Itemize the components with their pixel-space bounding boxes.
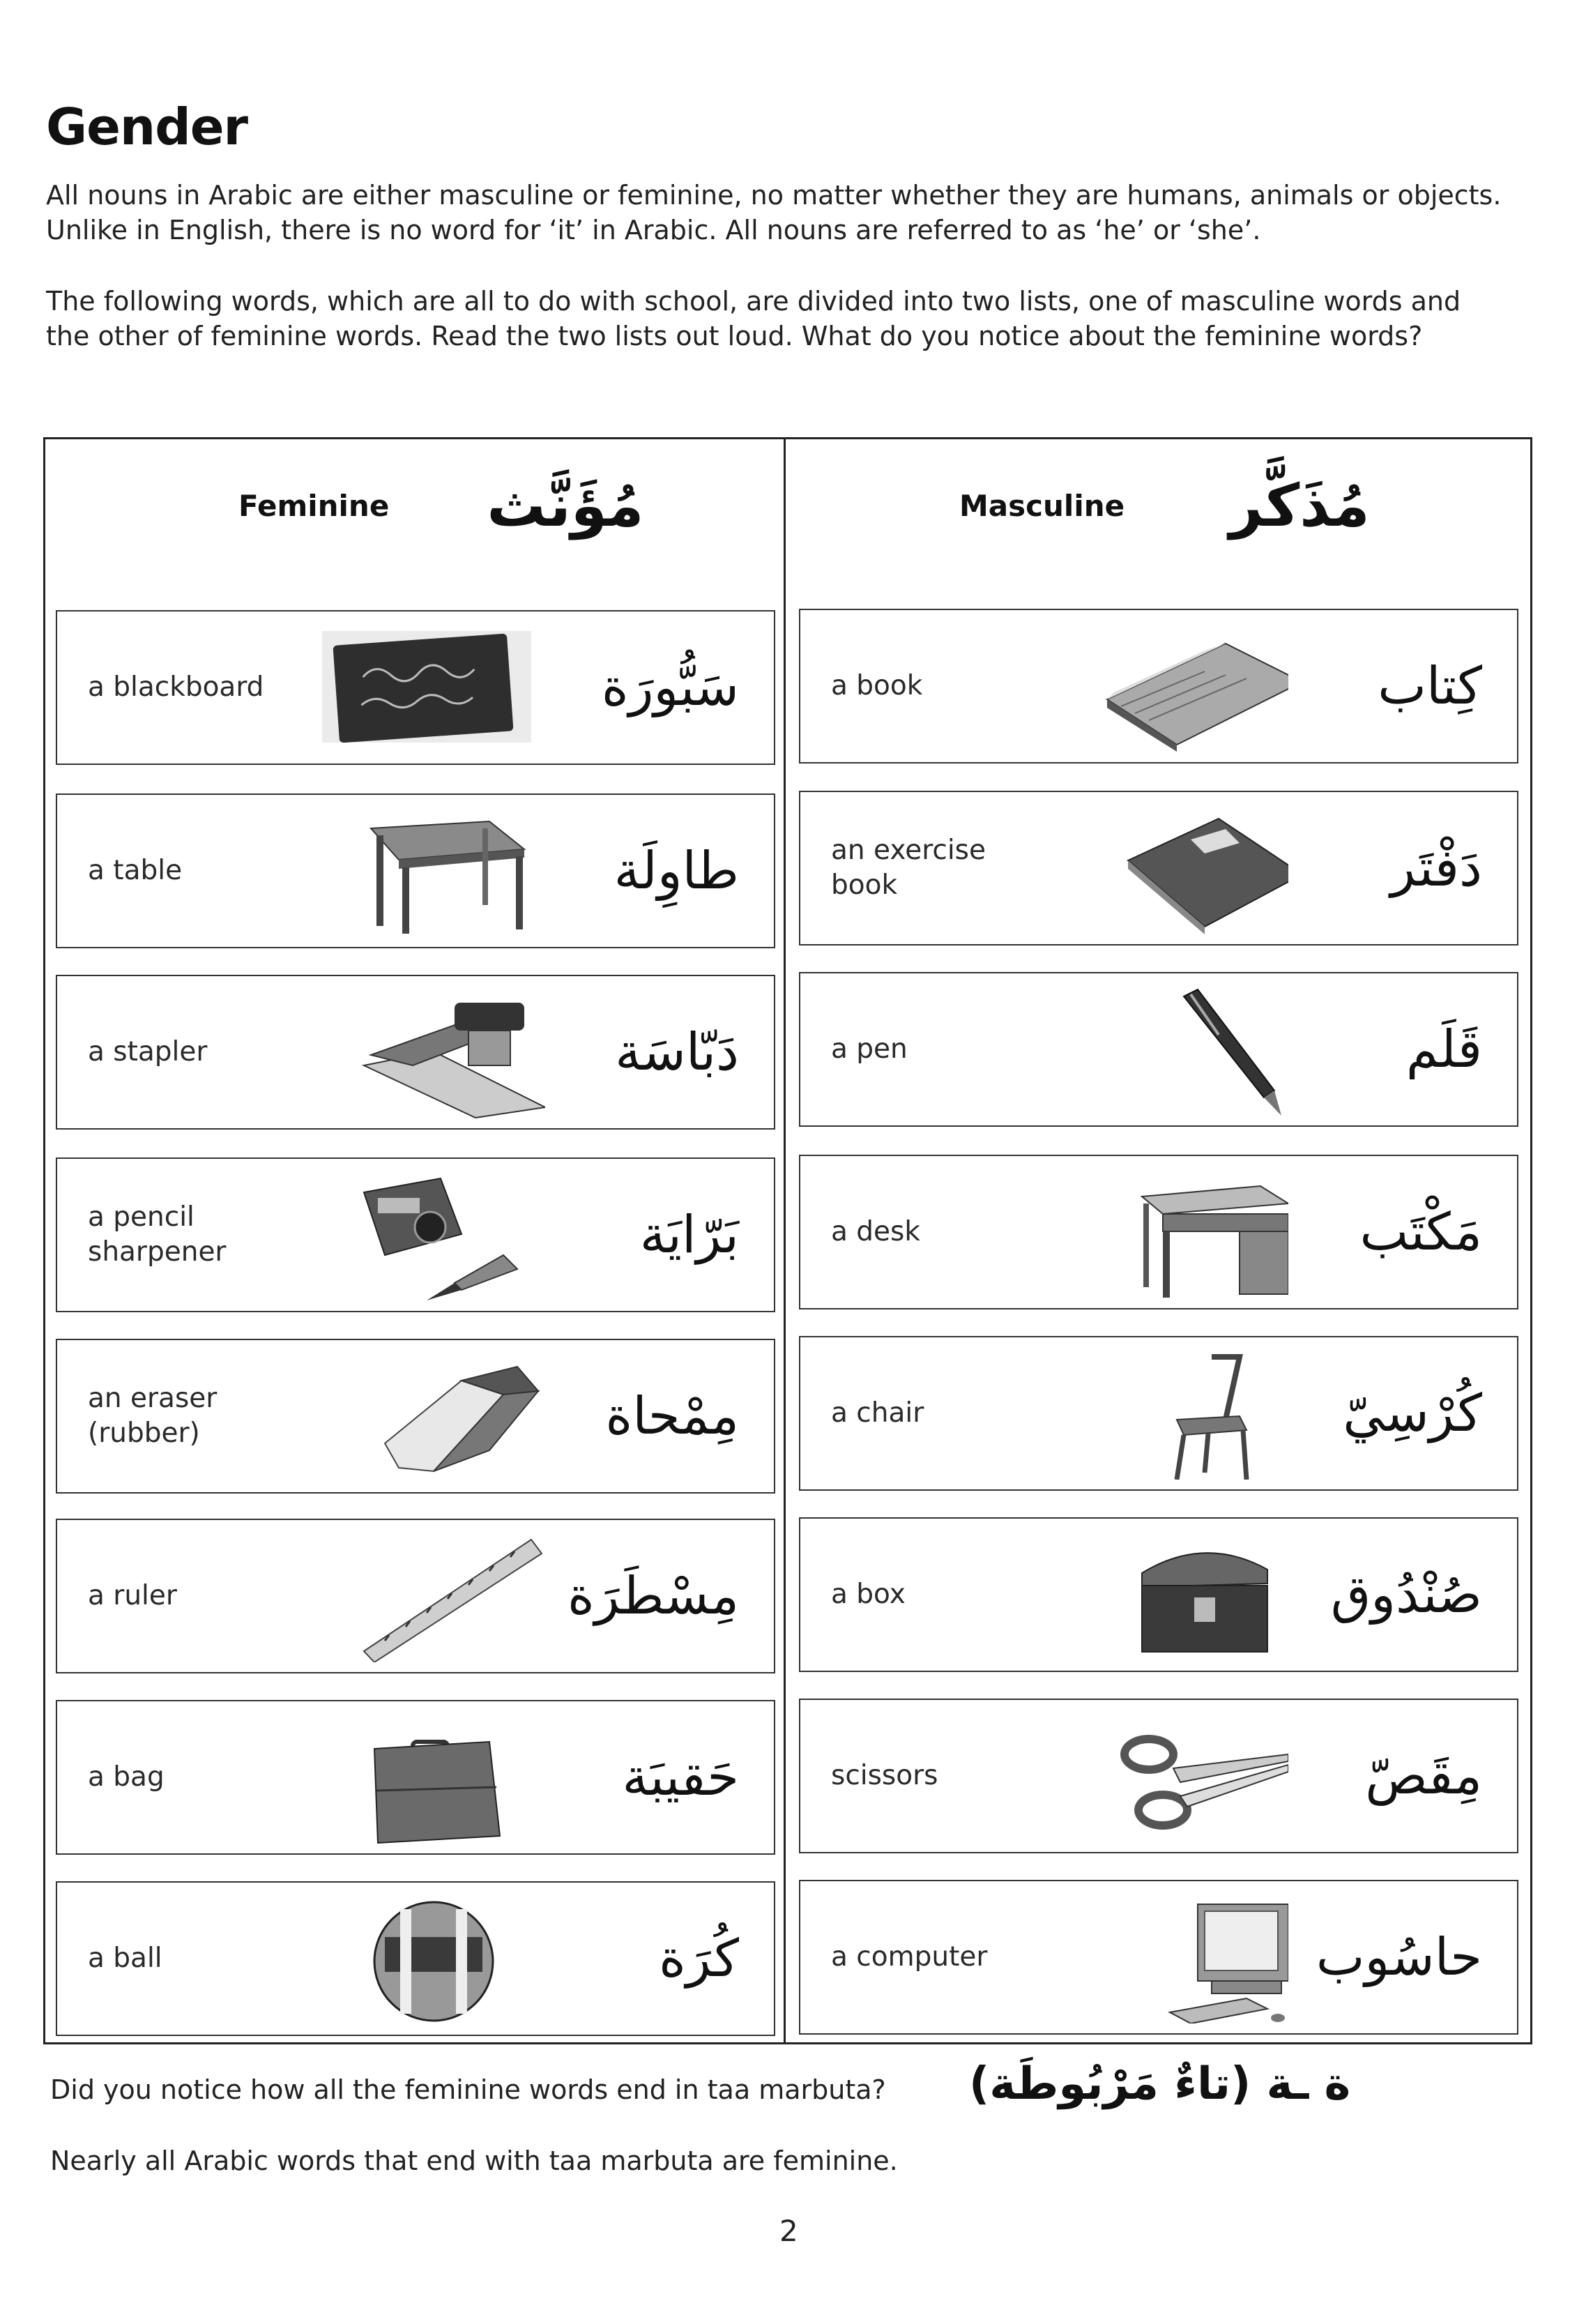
word-arabic: طاوِلَة xyxy=(613,841,739,901)
feminine-card-eraser xyxy=(56,1339,775,1494)
word-english: a table xyxy=(88,855,183,886)
word-english: a bag xyxy=(88,1761,165,1793)
feminine-card-ball xyxy=(56,1881,775,2036)
pencil-sharpener-icon xyxy=(294,1171,545,1301)
word-english: a ruler xyxy=(88,1580,177,1611)
pen-icon xyxy=(1037,986,1288,1116)
word-arabic: مِقَصّ xyxy=(1365,1746,1482,1806)
ball-icon xyxy=(294,1895,545,2025)
desk-icon xyxy=(1037,1169,1288,1298)
word-arabic: بَرّايَة xyxy=(639,1205,739,1265)
masculine-card-pen xyxy=(799,972,1518,1127)
word-english: an exercise book xyxy=(831,835,986,901)
masculine-heading: Masculine xyxy=(959,488,1125,523)
feminine-card-ruler xyxy=(56,1519,775,1673)
masculine-card-chair xyxy=(799,1336,1518,1491)
word-english: a book xyxy=(831,670,923,701)
word-arabic: قَلَم xyxy=(1405,1019,1482,1079)
masculine-header xyxy=(959,460,1370,551)
feminine-card-stapler xyxy=(56,975,775,1130)
masculine-card-box xyxy=(799,1517,1518,1672)
feminine-card-bag xyxy=(56,1700,775,1855)
taa-marbuta-arabic: ة ـة (تاءٌ مَرْبُوطَة) xyxy=(969,2058,1351,2110)
masculine-card-desk xyxy=(799,1155,1518,1309)
intro-paragraph-1: All nouns in Arabic are either masculine or feminine, no matter whether they are humans, animals or objects. Unlike in English, there is no word for ‘it’ in Arabic. All nouns are referred to as ‘he’ or ‘she’. xyxy=(46,180,1502,245)
word-arabic: دَفْتَر xyxy=(1390,838,1482,898)
book-icon xyxy=(1037,623,1288,752)
word-arabic: صُنْدُوق xyxy=(1330,1565,1482,1625)
word-english: a box xyxy=(831,1579,906,1610)
masculine-card-computer xyxy=(799,1880,1518,2035)
exercise-book-icon xyxy=(1037,805,1288,934)
word-english: a desk xyxy=(831,1216,920,1247)
word-arabic: كُرْسِيّ xyxy=(1343,1383,1482,1443)
masculine-heading-arabic: مُذَكَّر xyxy=(1229,471,1370,540)
feminine-card-blackboard xyxy=(56,610,775,765)
word-english: a blackboard xyxy=(88,671,264,703)
computer-icon xyxy=(1037,1894,1288,2023)
feminine-heading-arabic: مُؤَنَّث xyxy=(487,471,644,540)
page-title: Gender xyxy=(46,98,248,156)
column-divider xyxy=(784,437,786,2044)
eraser-icon xyxy=(294,1353,545,1482)
taa-marbuta-note: Nearly all Arabic words that end with taa marbuta are feminine. xyxy=(50,2145,898,2176)
chair-icon xyxy=(1037,1350,1288,1480)
ruler-icon xyxy=(294,1533,545,1662)
blackboard-icon xyxy=(294,624,545,754)
word-english: a pencil sharpener xyxy=(88,1201,227,1268)
masculine-card-book xyxy=(799,609,1518,764)
word-arabic: حَقيبَة xyxy=(622,1747,739,1807)
word-arabic: كُرَة xyxy=(659,1929,739,1989)
word-arabic: سَبُّورَة xyxy=(601,658,739,717)
feminine-card-pencil-sharpener xyxy=(56,1157,775,1312)
intro-paragraph-2: The following words, which are all to do with school, are divided into two lists, one of masculine words and the other of feminine words. Read the two lists out loud. What do you notice about the feminine words? xyxy=(46,286,1461,351)
word-english: scissors xyxy=(831,1760,938,1791)
word-english: a stapler xyxy=(88,1036,208,1068)
word-arabic: حاسُوب xyxy=(1316,1927,1482,1987)
box-icon xyxy=(1037,1531,1288,1661)
stapler-icon xyxy=(294,989,545,1118)
word-arabic: كِتاب xyxy=(1378,656,1482,716)
masculine-card-exercise-book xyxy=(799,791,1518,945)
page-number: 2 xyxy=(779,2214,798,2248)
word-english: a chair xyxy=(831,1397,924,1429)
word-english: a pen xyxy=(831,1033,908,1065)
word-arabic: مَكْتَب xyxy=(1359,1202,1482,1262)
feminine-card-table xyxy=(56,793,775,948)
word-arabic: مِمْحاة xyxy=(605,1386,739,1446)
bag-icon xyxy=(294,1714,545,1844)
feminine-heading: Feminine xyxy=(238,488,390,523)
taa-marbuta-question: Did you notice how all the feminine words end in taa marbuta? xyxy=(50,2074,886,2105)
table-icon xyxy=(294,807,545,937)
word-english: a ball xyxy=(88,1943,162,1974)
feminine-header xyxy=(238,460,643,551)
word-english: an eraser (rubber) xyxy=(88,1383,218,1449)
masculine-card-scissors xyxy=(799,1699,1518,1853)
scissors-icon xyxy=(1037,1712,1288,1842)
word-arabic: مِسْطَرَة xyxy=(567,1566,739,1626)
word-arabic: دَبّاسَة xyxy=(615,1022,739,1082)
word-english: a computer xyxy=(831,1941,988,1973)
